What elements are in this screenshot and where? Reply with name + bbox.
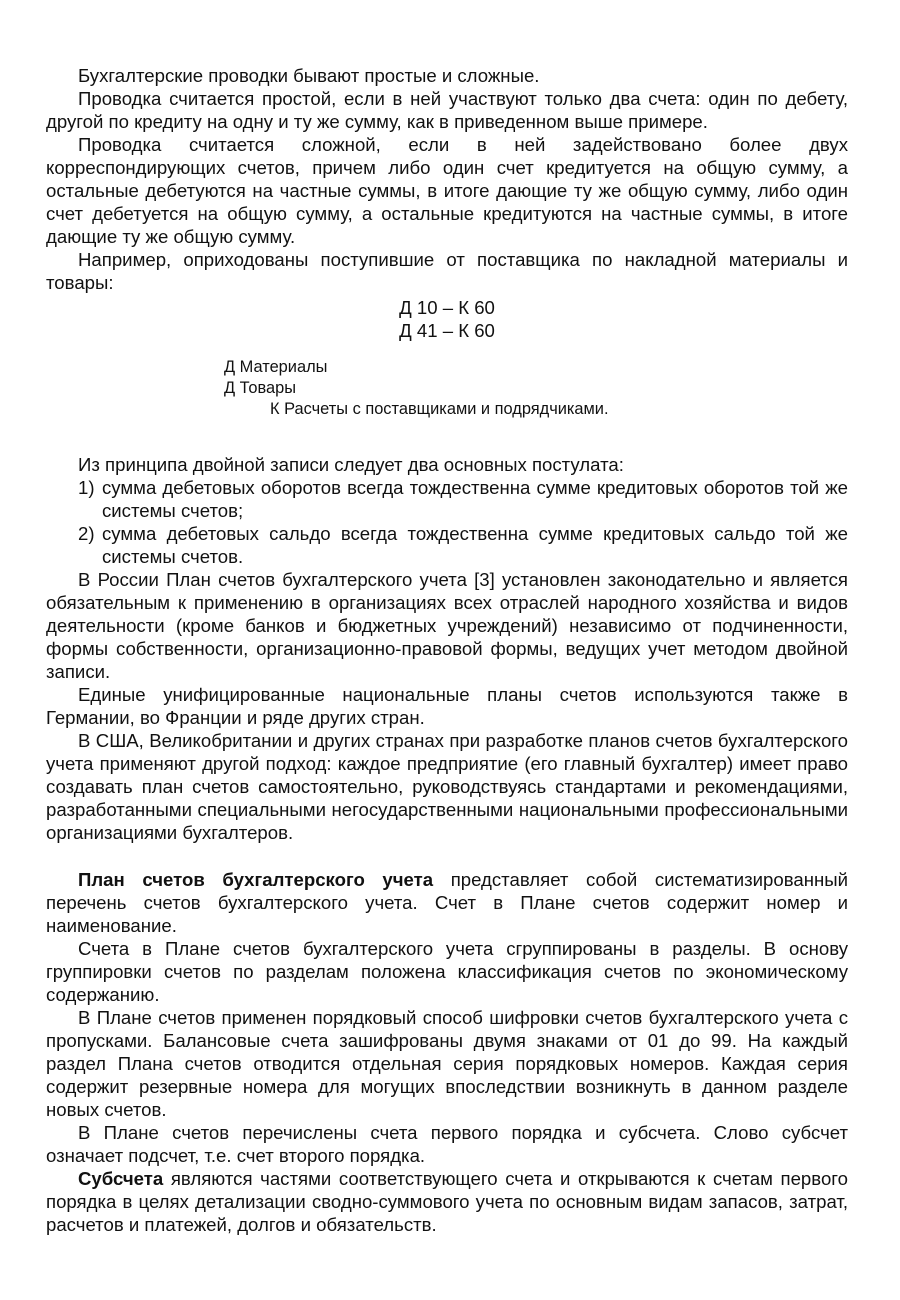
paragraph-subaccounts-definition <box>46 1167 848 1236</box>
analytic-entry-block <box>46 357 848 420</box>
list-item-text: сумма дебетовых оборотов всегда тождественна сумме кредитовых оборотов той же системы счетов; <box>102 477 848 521</box>
analytic-debit-goods: Д Товары <box>224 379 297 397</box>
paragraph-subaccounts-intro: В Плане счетов перечислены счета первого порядка и субсчета. Слово субсчет означает подсчет, т.е. счет второго порядка. <box>46 1122 848 1166</box>
paragraph-sections-grouping: Счета в Плане счетов бухгалтерского учета сгруппированы в разделы. В основу группировки счетов по разделам положена классификация счетов по экономическому содержанию. <box>46 938 848 1005</box>
journal-entry-2: Д 41 – К 60 <box>399 320 495 341</box>
analytic-debit-materials: Д Материалы <box>224 358 328 376</box>
list-item-number: 1) <box>78 477 95 498</box>
postulates-intro: Из принципа двойной записи следует два основных постулата: <box>78 454 624 475</box>
term-chart-of-accounts: План счетов бухгалтерского учета <box>78 869 434 890</box>
postulates-list <box>46 476 848 568</box>
paragraph-example: Например, оприходованы поступившие от поставщика по накладной материалы и товары: <box>46 249 848 293</box>
paragraph-usa-uk-approach: В США, Великобритании и других странах при разработке планов счетов бухгалтерского учета применяют другой подход: каждое предприятие (его главный бухгалтер) имеет право создавать план счетов самостоятельно, руководствуясь стандартами и рекомендациями, разработанными специальными негосударственными национальными профессиональными организациями бухгалтеров. <box>46 730 848 843</box>
paragraph-numbering-method: В Плане счетов применен порядковый способ шифровки счетов бухгалтерского учета с пропусками. Балансовые счета зашифрованы двумя знаками от 01 до 99. На каждый раздел Плана счетов отводится отдельная серия порядковых номеров. Каждая серия содержит резервные номера для могущих впоследствии возникнуть в данном разделе новых счетов. <box>46 1007 848 1120</box>
paragraph-simple-entry: Проводка считается простой, если в ней участвуют только два счета: один по дебету, другой по кредиту на одну и ту же сумму, как в приведенном выше примере. <box>46 88 848 132</box>
paragraph-unified-plans: Единые унифицированные национальные планы счетов используются также в Германии, во Франции и ряде других стран. <box>46 684 848 728</box>
journal-entries <box>46 296 848 342</box>
paragraph-simple-complex: Бухгалтерские проводки бывают простые и сложные. <box>78 65 540 86</box>
definition-text: являются частями соответствующего счета и открываются к счетам первого порядка в целях детализации сводно-суммового учета по основным видам запасов, затрат, расчетов и платежей, долгов и обязательств. <box>46 1168 848 1235</box>
journal-entry-1: Д 10 – К 60 <box>399 297 495 318</box>
term-subaccounts: Субсчета <box>78 1168 164 1189</box>
paragraph-complex-entry: Проводка считается сложной, если в ней задействовано более двух корреспондирующих счетов, причем либо один счет кредитуется на общую сумму, а остальные дебетуются на частные суммы, в итоге дающие ту же общую сумму, либо один счет дебетуется на общую сумму, а остальные кредитуются на частные суммы, в итоге дающие ту же общую сумму. <box>46 134 848 247</box>
definition-text: представляет собой систематизированный перечень счетов бухгалтерского учета. Счет в Плане счетов содержит номер и наименование. <box>46 869 848 936</box>
paragraph-chart-definition <box>46 868 848 937</box>
list-item <box>46 476 848 522</box>
list-item <box>46 522 848 568</box>
paragraph-russia-chart-of-accounts: В России План счетов бухгалтерского учета [3] установлен законодательно и является обязательным к применению в организациях всех отраслей народного хозяйства и видов деятельности (кроме банков и бюджетных учреждений) независимо от подчиненности, формы собственности, организационно-правовой формы, ведущих учет методом двойной записи. <box>46 569 848 682</box>
analytic-credit-suppliers: К Расчеты с поставщиками и подрядчиками. <box>270 400 609 418</box>
list-item-number: 2) <box>78 523 95 544</box>
list-item-text: сумма дебетовых сальдо всегда тождественна сумме кредитовых сальдо той же системы счетов. <box>102 523 848 567</box>
